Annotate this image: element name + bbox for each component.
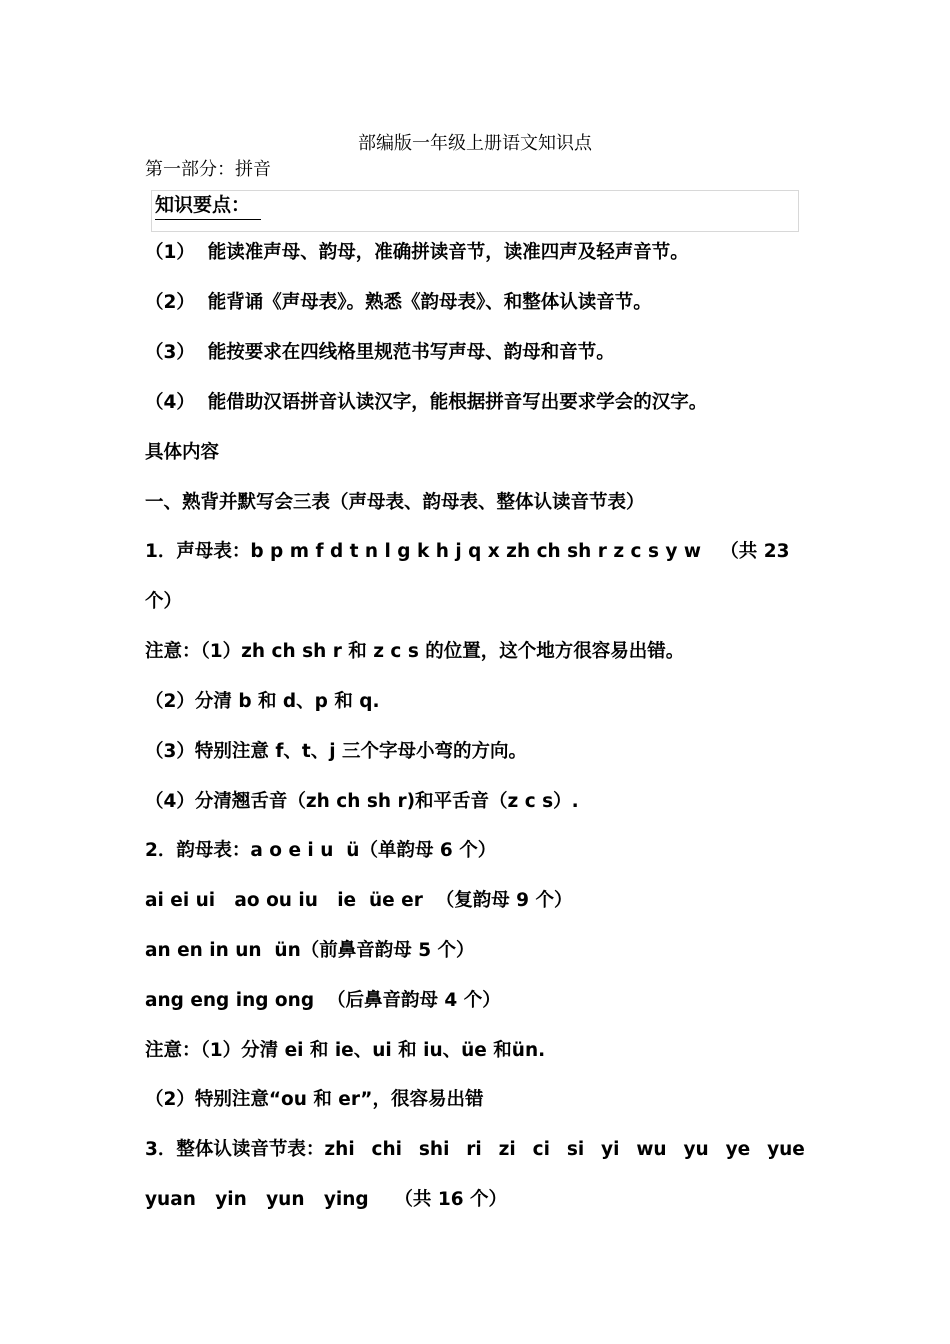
syllable: zi [498,1139,516,1160]
key-point-4: （4） 能借助汉语拼音认读汉字，能根据拼音写出要求学会的汉字。 [145,392,708,413]
key-point-3: （3） 能按要求在四线格里规范书写声母、韵母和音节。 [145,342,615,363]
syllable: si [566,1139,585,1160]
part-label: 第一部分：拼音 [145,159,271,180]
syllables-line [145,1137,805,1163]
syllable: chi [371,1139,403,1160]
syllables-line-cont: yuan yin yun ying （共 16 个） [145,1189,508,1210]
syllable: yu [683,1139,709,1160]
finals-line-3: an en in un ün（前鼻音韵母 5 个） [145,940,475,961]
page-title: 部编版一年级上册语文知识点 [358,133,592,154]
syllable: ci [532,1139,550,1160]
syllable: ye [725,1139,751,1160]
key-point-1: （1） 能读准声母、韵母，准确拼读音节，读准四声及轻声音节。 [145,242,689,263]
syllable: shi [418,1139,450,1160]
note-1-4: （4）分清翘舌音（zh ch sh r)和平舌音（z c s）. [145,791,579,812]
initials-table-line-cont: 个） [145,591,183,612]
finals-line-4: ang eng ing ong （后鼻音韵母 4 个） [145,990,501,1011]
initials-table-line: 1．声母表：b p m f d t n l g k h j q x zh ch sh r z c s y w （共 23 [145,541,790,562]
finals-line-1: 2．韵母表：a o e i u ü（单韵母 6 个） [145,840,497,861]
note-2-1: 注意：（1）分清 ei 和 ie、ui 和 iu、üe 和ün. [145,1040,546,1061]
syllable: yi [601,1139,620,1160]
syllable: yue [767,1139,805,1160]
key-points-heading: 知识要点： [155,193,261,220]
note-1-2: （2）分清 b 和 d、p 和 q. [145,691,380,712]
note-2-2: （2）特别注意“ou 和 er”，很容易出错 [145,1089,484,1110]
syllables-label-with-first: 3．整体认读音节表：zhi [145,1139,355,1160]
note-1-3: （3）特别注意 f、t、j 三个字母小弯的方向。 [145,741,527,762]
key-points-box [151,190,799,232]
finals-line-2: ai ei ui ao ou iu ie üe er （复韵母 9 个） [145,890,573,911]
content-heading: 具体内容 [145,442,220,463]
key-point-2: （2） 能背诵《声母表》。熟悉《韵母表》、和整体认读音节。 [145,292,652,313]
syllable: wu [636,1139,667,1160]
syllable: ri [466,1139,482,1160]
section-one-heading: 一、熟背并默写会三表（声母表、韵母表、整体认读音节表） [145,492,645,513]
note-1-1: 注意：（1）zh ch sh r 和 z c s 的位置，这个地方很容易出错。 [145,641,685,662]
